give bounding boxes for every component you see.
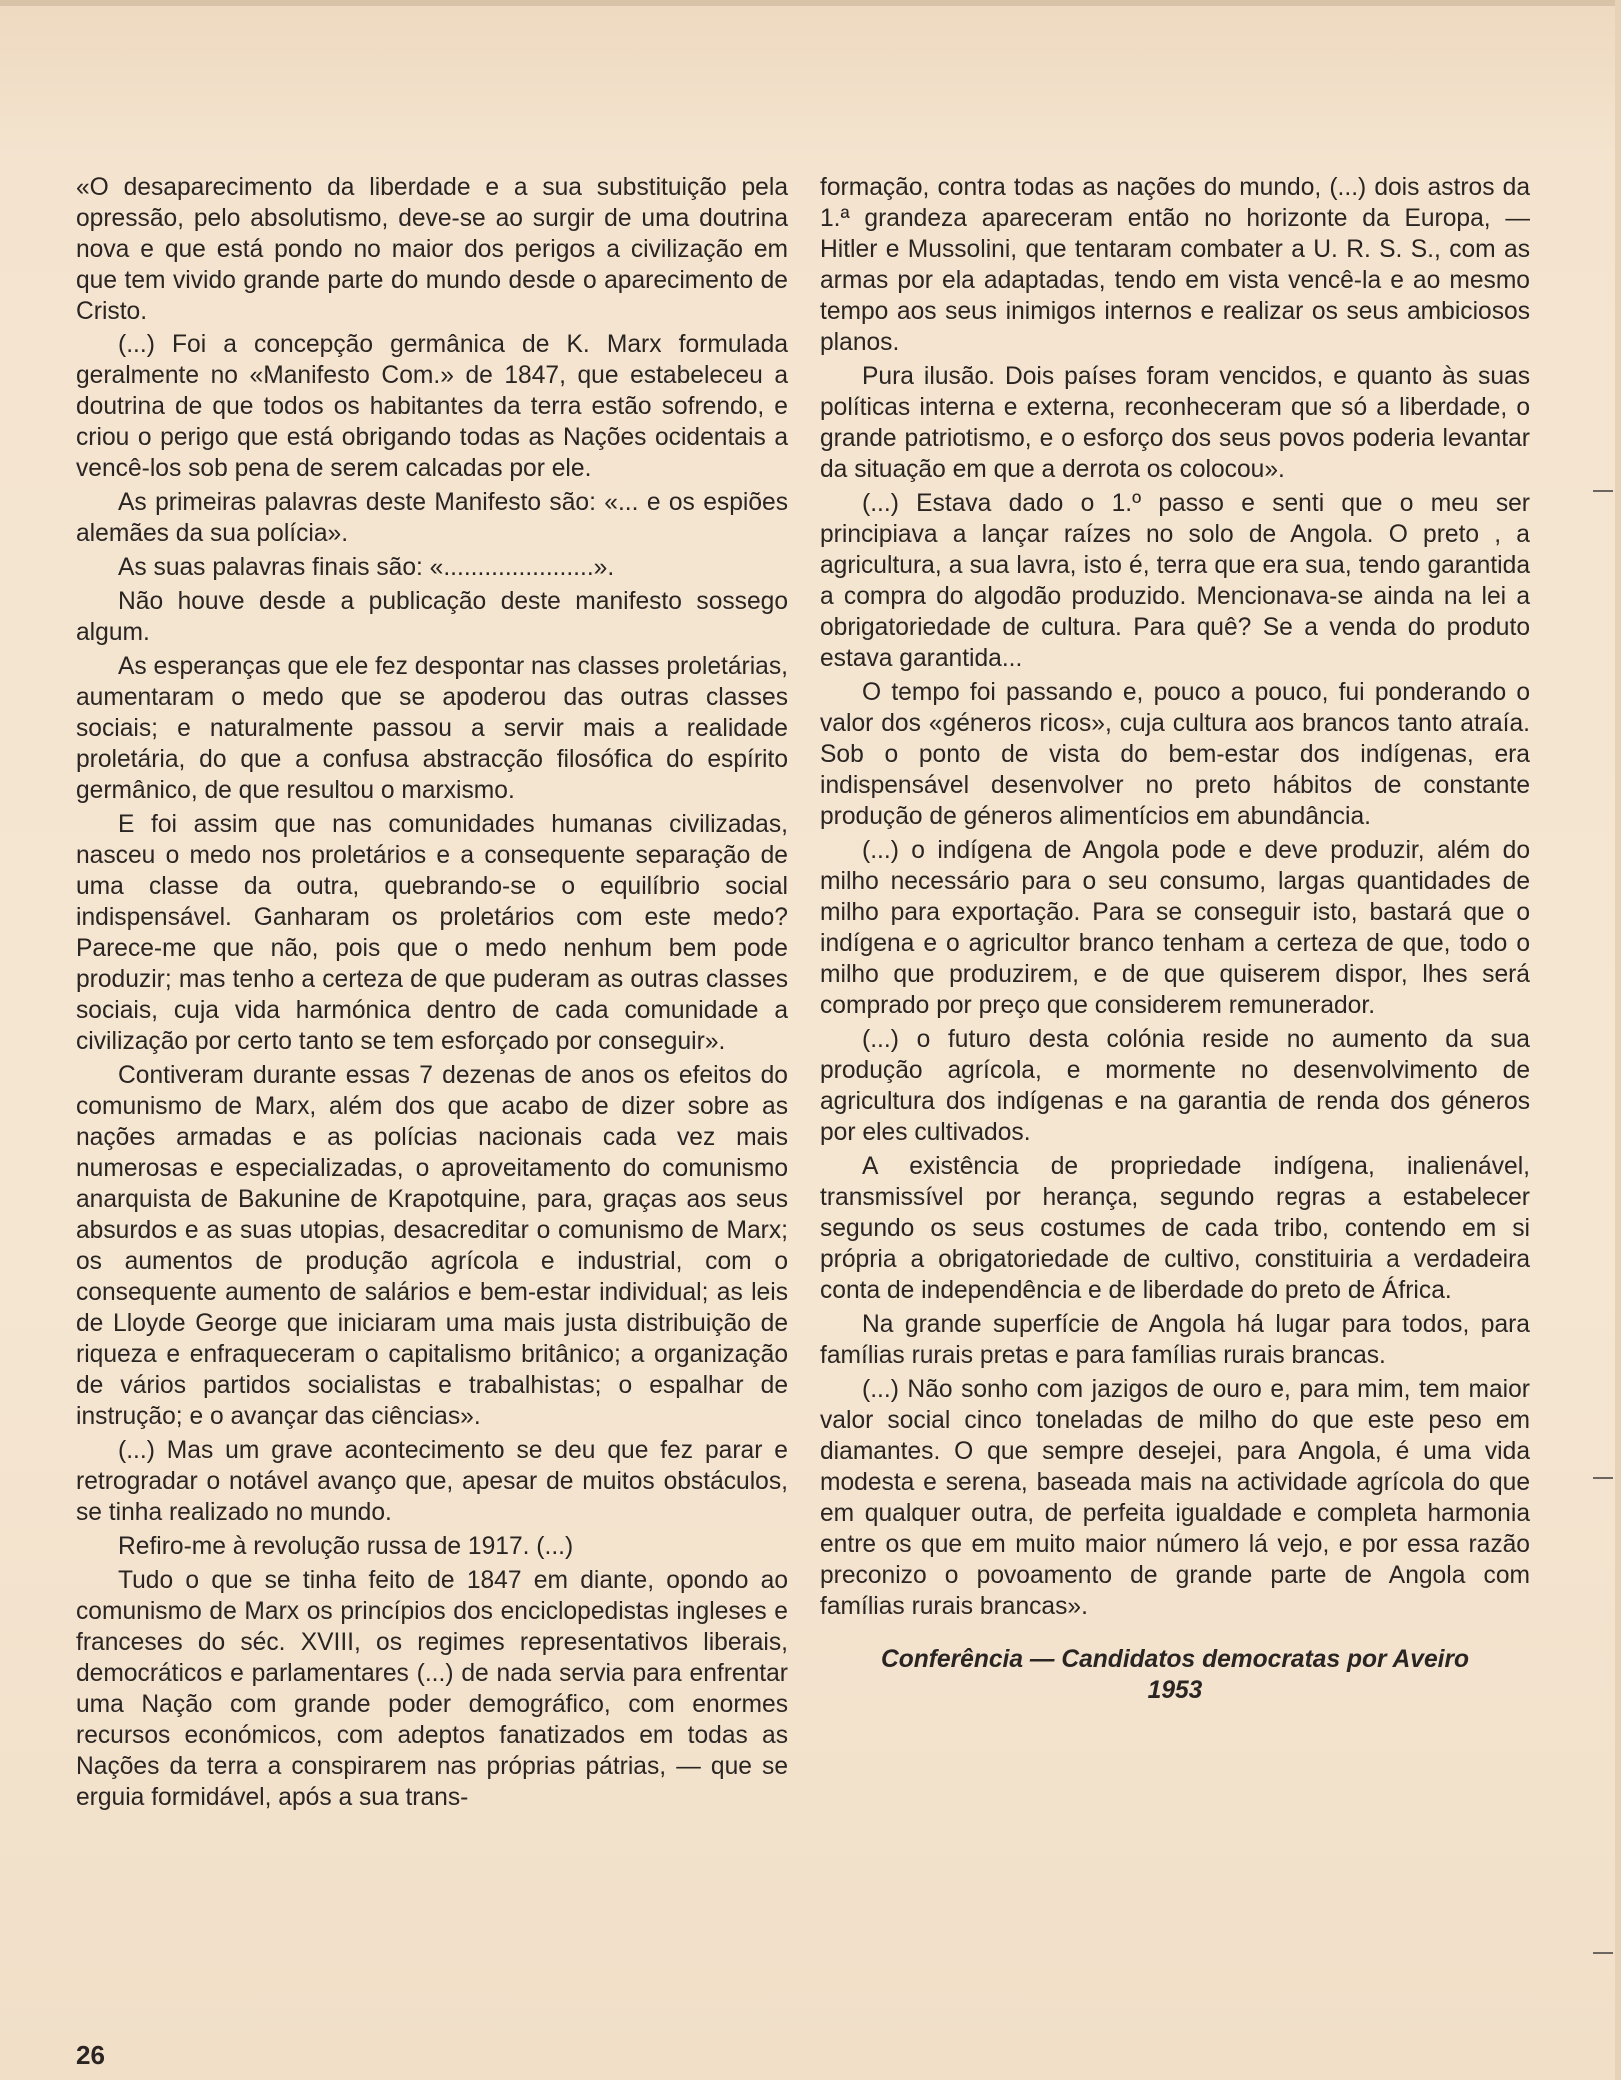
left-column <box>76 172 788 1815</box>
paragraph: E foi assim que nas comunidades humanas civilizadas, nasceu o medo nos proletários e a consequente separação de uma classe da outra, quebrando-se o equilíbrio social indispensável. Ganharam os proletários com este medo? Parece-me que não, pois que o medo nenhum bem pode produzir; mas tenho a certeza de que puderam as outras classes sociais, cuja vida harmónica dentro de cada comunidade a civilização por certo tanto se tem esforçado por conseguir». <box>76 811 788 1055</box>
page-right-edge <box>1615 0 1621 2080</box>
paragraph: (...) o futuro desta colónia reside no aumento da sua produção agrícola, e mormente no desenvolvimento de agricultura dos indígenas e na garantia de renda dos géneros por eles cultivados. <box>820 1026 1530 1146</box>
page-top-edge <box>0 0 1621 6</box>
margin-mark <box>1593 490 1613 492</box>
paragraph: As primeiras palavras deste Manifesto são: «... e os espiões alemães da sua polícia». <box>76 489 788 547</box>
source-year: 1953 <box>1147 1677 1203 1704</box>
paragraph: O tempo foi passando e, pouco a pouco, fui ponderando o valor dos «géneros ricos», cuja cultura aos brancos tanto atraía. Sob o ponto de vista do bem-estar dos indígenas, era indispensável desenvolver no preto hábitos de constante produção de géneros alimentícios em abundância. <box>820 679 1530 830</box>
paragraph: Na grande superfície de Angola há lugar para todos, para famílias rurais pretas e para famílias rurais brancas. <box>820 1311 1530 1369</box>
paragraph: formação, contra todas as nações do mundo, (...) dois astros da 1.ª grandeza apareceram então no horizonte da Europa, — Hitler e Mussolini, que tentaram combater a U. R. S. S., com as armas por ela adaptadas, tendo em vista vencê-la e ao mesmo tempo aos seus inimigos internos e realizar os seus ambiciosos planos. <box>820 174 1530 356</box>
source-citation <box>820 1644 1530 1706</box>
source-title: Conferência — Candidatos democratas por Aveiro <box>880 1646 1470 1673</box>
paragraph: As esperanças que ele fez despontar nas classes proletárias, aumentaram o medo que se apoderou das outras classes sociais; e naturalmente passou a servir mais a realidade proletária, do que a confusa abstracção filosófica do espírito germânico, de que resultou o marxismo. <box>76 653 788 804</box>
paragraph: Refiro-me à revolução russa de 1917. (...) <box>118 1533 574 1560</box>
paragraph: (...) Mas um grave acontecimento se deu que fez parar e retrogradar o notável avanço que, apesar de muitos obstáculos, se tinha realizado no mundo. <box>76 1437 788 1526</box>
paragraph: Contiveram durante essas 7 dezenas de anos os efeitos do comunismo de Marx, além dos que acabo de dizer sobre as nações armadas e as polícias nacionais cada vez mais numerosas e especializadas, o aproveitamento do comunismo anarquista de Bakunine de Krapotquine, para, graças aos seus absurdos e as suas utopias, desacreditar o comunismo de Marx; os aumentos de produção agrícola e industrial, com o consequente aumento de salários e bem-estar individual; as leis de Lloyde George que iniciaram uma mais justa distribuição de riqueza e enfraqueceram o capitalismo britânico; a organização de vários partidos socialistas e trabalhistas; o espalhar de instrução; e o avançar das ciências». <box>76 1062 788 1430</box>
paragraph: As suas palavras finais são: «......................». <box>118 554 615 581</box>
paragraph: (...) Foi a concepção germânica de K. Marx formulada geralmente no «Manifesto Com.» de 1847, que estabeleceu a doutrina de que todos os habitantes da terra estão sofrendo, e criou o perigo que está obrigando todas as Nações ocidentais a vencê-los sob pena de serem calcadas por ele. <box>76 331 788 482</box>
paragraph: (...) Não sonho com jazigos de ouro e, para mim, tem maior valor social cinco toneladas de milho do que este peso em diamantes. O que sempre desejei, para Angola, é uma vida modesta e serena, baseada mais na actividade agrícola do que em qualquer outra, de perfeita igualdade e completa harmonia entre os que em muito maior número lá vejo, e por essa razão preconizo o povoamento de grande parte de Angola com famílias rurais brancas». <box>820 1376 1530 1620</box>
paragraph: Pura ilusão. Dois países foram vencidos, e quanto às suas políticas interna e externa, reconheceram que só a liberdade, o grande patriotismo, e o esforço dos seus povos poderia levantar da situação em que a derrota os colocou». <box>820 363 1530 483</box>
margin-mark <box>1593 1952 1613 1954</box>
paragraph: (...) o indígena de Angola pode e deve produzir, além do milho necessário para o seu consumo, largas quantidades de milho para exportação. Para se conseguir isto, bastará que o indígena e o agricultor branco tenham a certeza de que, todo o milho que produzirem, e de que quiserem dispor, lhes será comprado por preço que considerem remunerador. <box>820 837 1530 1019</box>
right-column <box>820 172 1530 1706</box>
paragraph: Tudo o que se tinha feito de 1847 em diante, opondo ao comunismo de Marx os princípios dos enciclopedistas ingleses e franceses do séc. XVIII, os regimes representativos liberais, democráticos e parlamentares (...) de nada servia para enfrentar uma Nação com grande poder demográfico, com enormes recursos económicos, com adeptos fanatizados em todas as Nações da terra a conspirarem nas próprias pátrias, — que se erguia formidável, após a sua trans- <box>76 1567 788 1811</box>
paragraph: «O desaparecimento da liberdade e a sua substituição pela opressão, pelo absolutismo, deve-se ao surgir de uma doutrina nova e que está pondo no maior dos perigos a civilização em que tem vivido grande parte do mundo desde o aparecimento de Cristo. <box>76 174 788 325</box>
paragraph: (...) Estava dado o 1.º passo e senti que o meu ser principiava a lançar raízes no solo de Angola. O preto , a agricultura, a sua lavra, isto é, terra que era sua, tendo garantida a compra do algodão produzido. Mencionava-se ainda na lei a obrigatoriedade de cultura. Para quê? Se a venda do produto estava garantida... <box>820 490 1530 672</box>
paragraph: Não houve desde a publicação deste manifesto sossego algum. <box>76 588 788 646</box>
page-number: 26 <box>76 2040 105 2070</box>
paragraph: A existência de propriedade indígena, inalienável, transmissível por herança, segundo regras a estabelecer segundo os seus costumes de cada tribo, contendo em si própria a obrigatoriedade de cultivo, constituiria a verdadeira conta de independência e de liberdade do preto de África. <box>820 1153 1530 1304</box>
margin-mark <box>1593 1477 1613 1479</box>
